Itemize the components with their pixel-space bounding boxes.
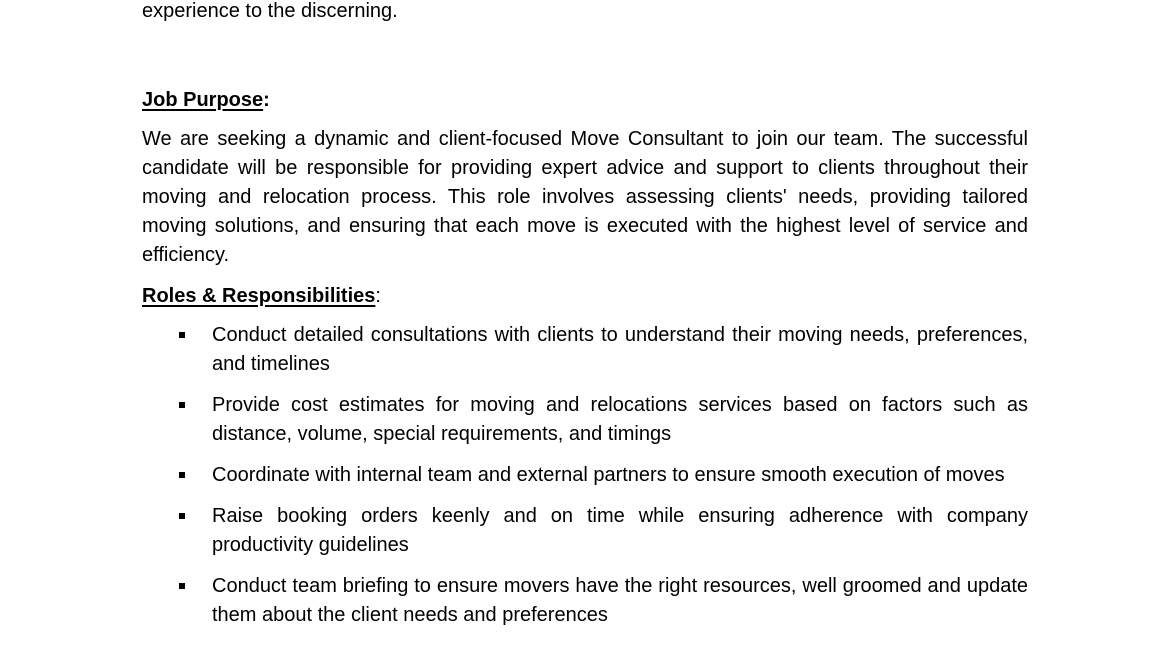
job-purpose-heading-text: Job Purpose bbox=[142, 89, 264, 111]
list-item-text: Coordinate with internal team and external partners to ensure smooth execution of moves bbox=[212, 464, 1005, 486]
list-item-text: Conduct team briefing to ensure movers have the right resources, well groomed and update them about the client needs and preferences bbox=[212, 575, 1028, 626]
roles-heading-colon: : bbox=[375, 285, 381, 307]
list-item-text: Raise booking orders keenly and on time while ensuring adherence with company productivity guidelines bbox=[212, 505, 1028, 556]
list-item bbox=[0, 391, 1170, 449]
square-bullet-icon bbox=[179, 332, 185, 338]
job-purpose-heading bbox=[142, 86, 270, 115]
responsibilities-list bbox=[0, 321, 1170, 642]
list-item bbox=[0, 461, 1170, 490]
list-item-text: Conduct detailed consultations with clients to understand their moving needs, preferences, and timelines bbox=[212, 324, 1028, 375]
roles-heading bbox=[142, 282, 381, 311]
list-item bbox=[0, 572, 1170, 630]
square-bullet-icon bbox=[179, 513, 185, 519]
roles-heading-text: Roles & Responsibilities bbox=[142, 285, 376, 307]
square-bullet-icon bbox=[179, 583, 185, 589]
square-bullet-icon bbox=[179, 402, 185, 408]
square-bullet-icon bbox=[179, 472, 185, 478]
list-item bbox=[0, 502, 1170, 560]
list-item-text: Provide cost estimates for moving and relocations services based on factors such as distance, volume, special requirements, and timings bbox=[212, 394, 1028, 445]
job-purpose-paragraph: We are seeking a dynamic and client-focused Move Consultant to join our team. The successful candidate will be responsible for providing expert advice and support to clients throughout their moving and relocation process. This role involves assessing clients' needs, providing tailored moving solutions, and ensuring that each move is executed with the highest level of service and efficiency. bbox=[142, 128, 1028, 266]
job-purpose-heading-colon: : bbox=[263, 89, 270, 111]
intro-paragraph-tail: experience to the discerning. bbox=[142, 0, 398, 22]
list-item bbox=[0, 321, 1170, 379]
